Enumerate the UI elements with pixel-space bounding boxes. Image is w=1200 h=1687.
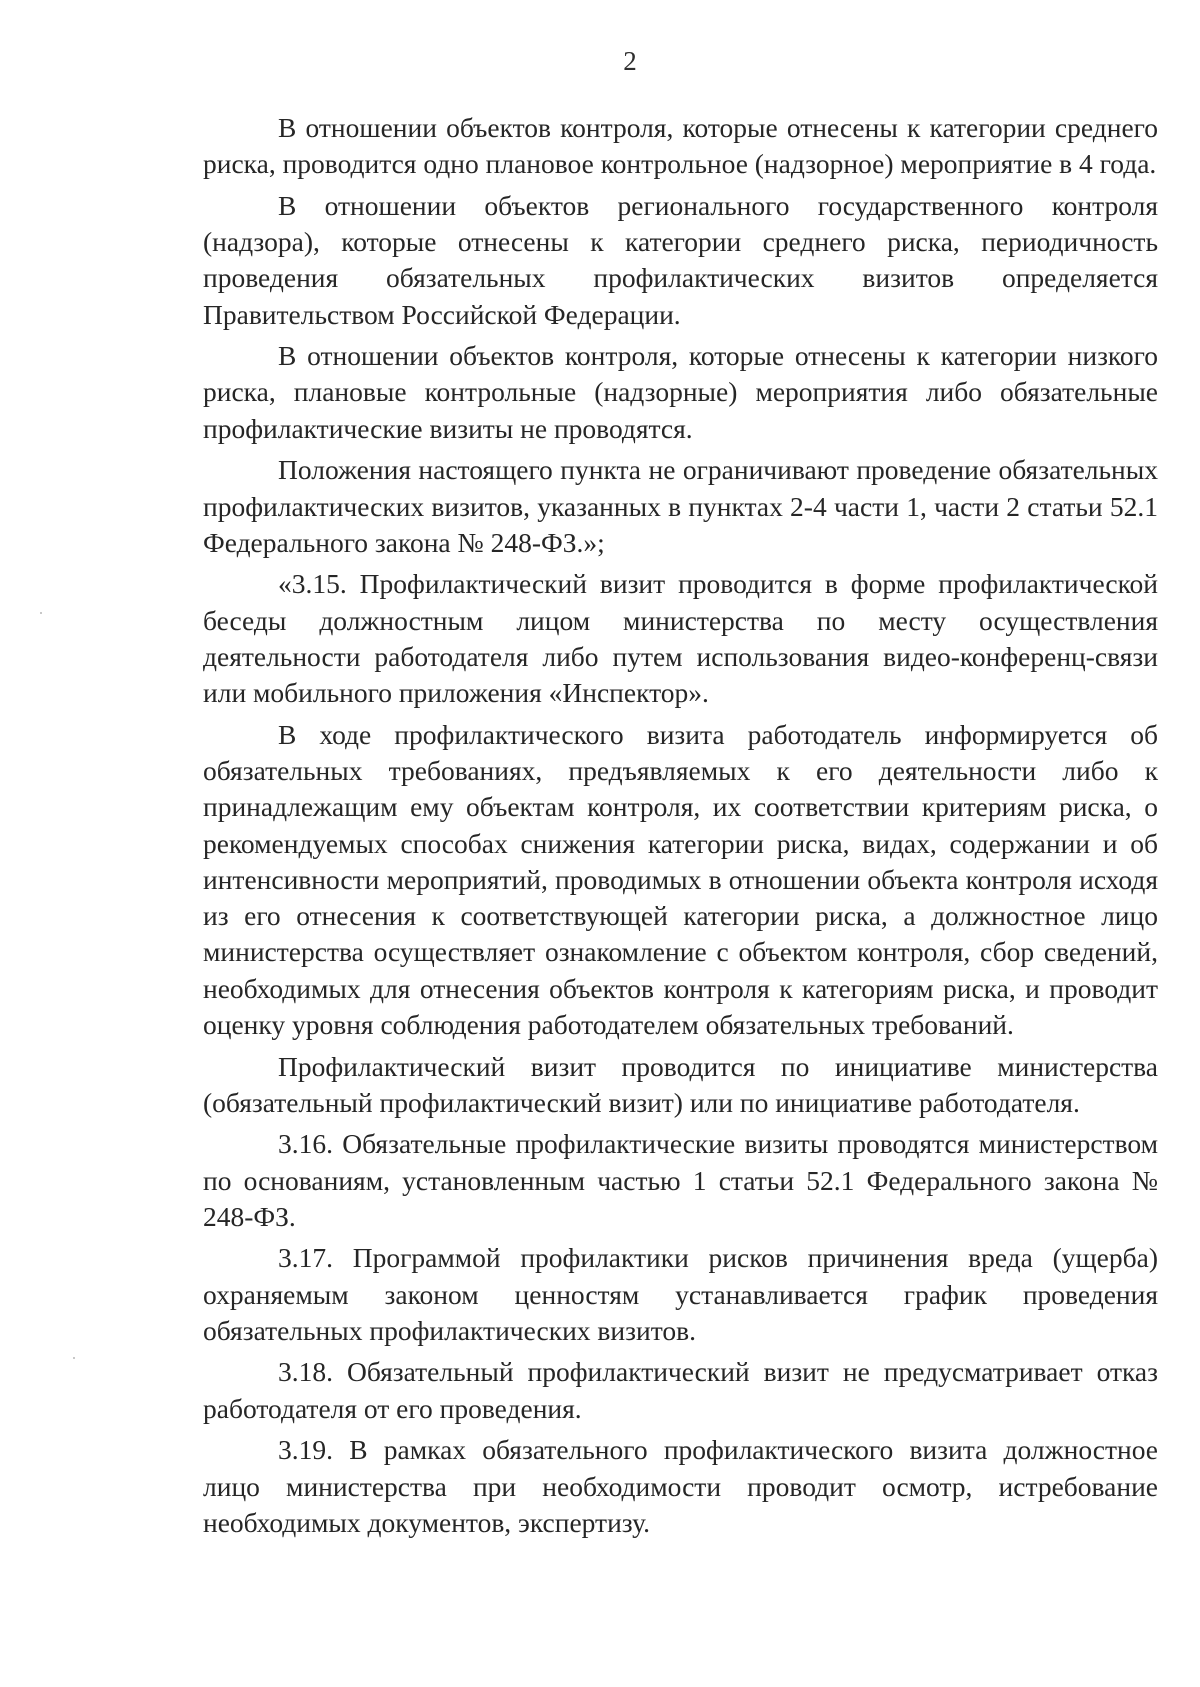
paragraph-7: Профилактический визит проводится по инициативе министерства (обязательный профилактический визит) или по инициативе работодателя. — [203, 1050, 1158, 1118]
paragraph-8: 3.16. Обязательные профилактические визиты проводятся министерством по основаниям, установленным частью 1 статьи 52.1 Федерального закона № 248-ФЗ. — [203, 1128, 1158, 1232]
paragraph-6: В ходе профилактического визита работодатель информируется об обязательных требованиях, предъявляемых к его деятельности либо к принадлежащим ему объектам контроля, их соответствии критериям риска, о рекомендуемых способах снижения категории риска, видах, содержании и об интенсивности мероприятий, проводимых в отношении объекта контроля исходя из его отнесения к соответствующей категории риска, а должностное лицо министерства осуществляет ознакомление с объектом контроля, сбор сведений, необходимых для отнесения объектов контроля к категориям риска, и проводит оценку уровня соблюдения работодателем обязательных требований. — [203, 718, 1158, 1041]
document-body — [203, 110, 1158, 1546]
paragraph-10: 3.18. Обязательный профилактический визит не предусматривает отказ работодателя от его проведения. — [203, 1356, 1158, 1424]
scan-speck — [40, 612, 42, 614]
paragraph-1: В отношении объектов контроля, которые отнесены к категории среднего риска, проводится одно плановое контрольное (надзорное) мероприятие в 4 года. — [203, 112, 1158, 180]
page-number: 2 — [623, 46, 637, 76]
paragraph-3: В отношении объектов контроля, которые отнесены к категории низкого риска, плановые контрольные (надзорные) мероприятия либо обязательные профилактические визиты не проводятся. — [203, 340, 1158, 444]
paragraph-9: 3.17. Программой профилактики рисков причинения вреда (ущерба) охраняемым законом ценностям устанавливается график проведения обязательных профилактических визитов. — [203, 1242, 1158, 1346]
paragraph-2: В отношении объектов регионального государственного контроля (надзора), которые отнесены к категории среднего риска, периодичность проведения обязательных профилактических визитов определяется Правительством Российской Федерации. — [203, 189, 1158, 330]
paragraph-4: Положения настоящего пункта не ограничивают проведение обязательных профилактических визитов, указанных в пунктах 2-4 части 1, части 2 статьи 52.1 Федерального закона № 248-ФЗ.»; — [203, 454, 1158, 558]
scan-speck — [73, 1357, 75, 1359]
paragraph-5: «3.15. Профилактический визит проводится в форме профилактической беседы должностным лицом министерства по месту осуществления деятельности работодателя либо путем использования видео-конференц-связи или мобильного приложения «Инспектор». — [203, 568, 1158, 709]
paragraph-11: 3.19. В рамках обязательного профилактического визита должностное лицо министерства при необходимости проводит осмотр, истребование необходимых документов, экспертизу. — [203, 1434, 1158, 1538]
